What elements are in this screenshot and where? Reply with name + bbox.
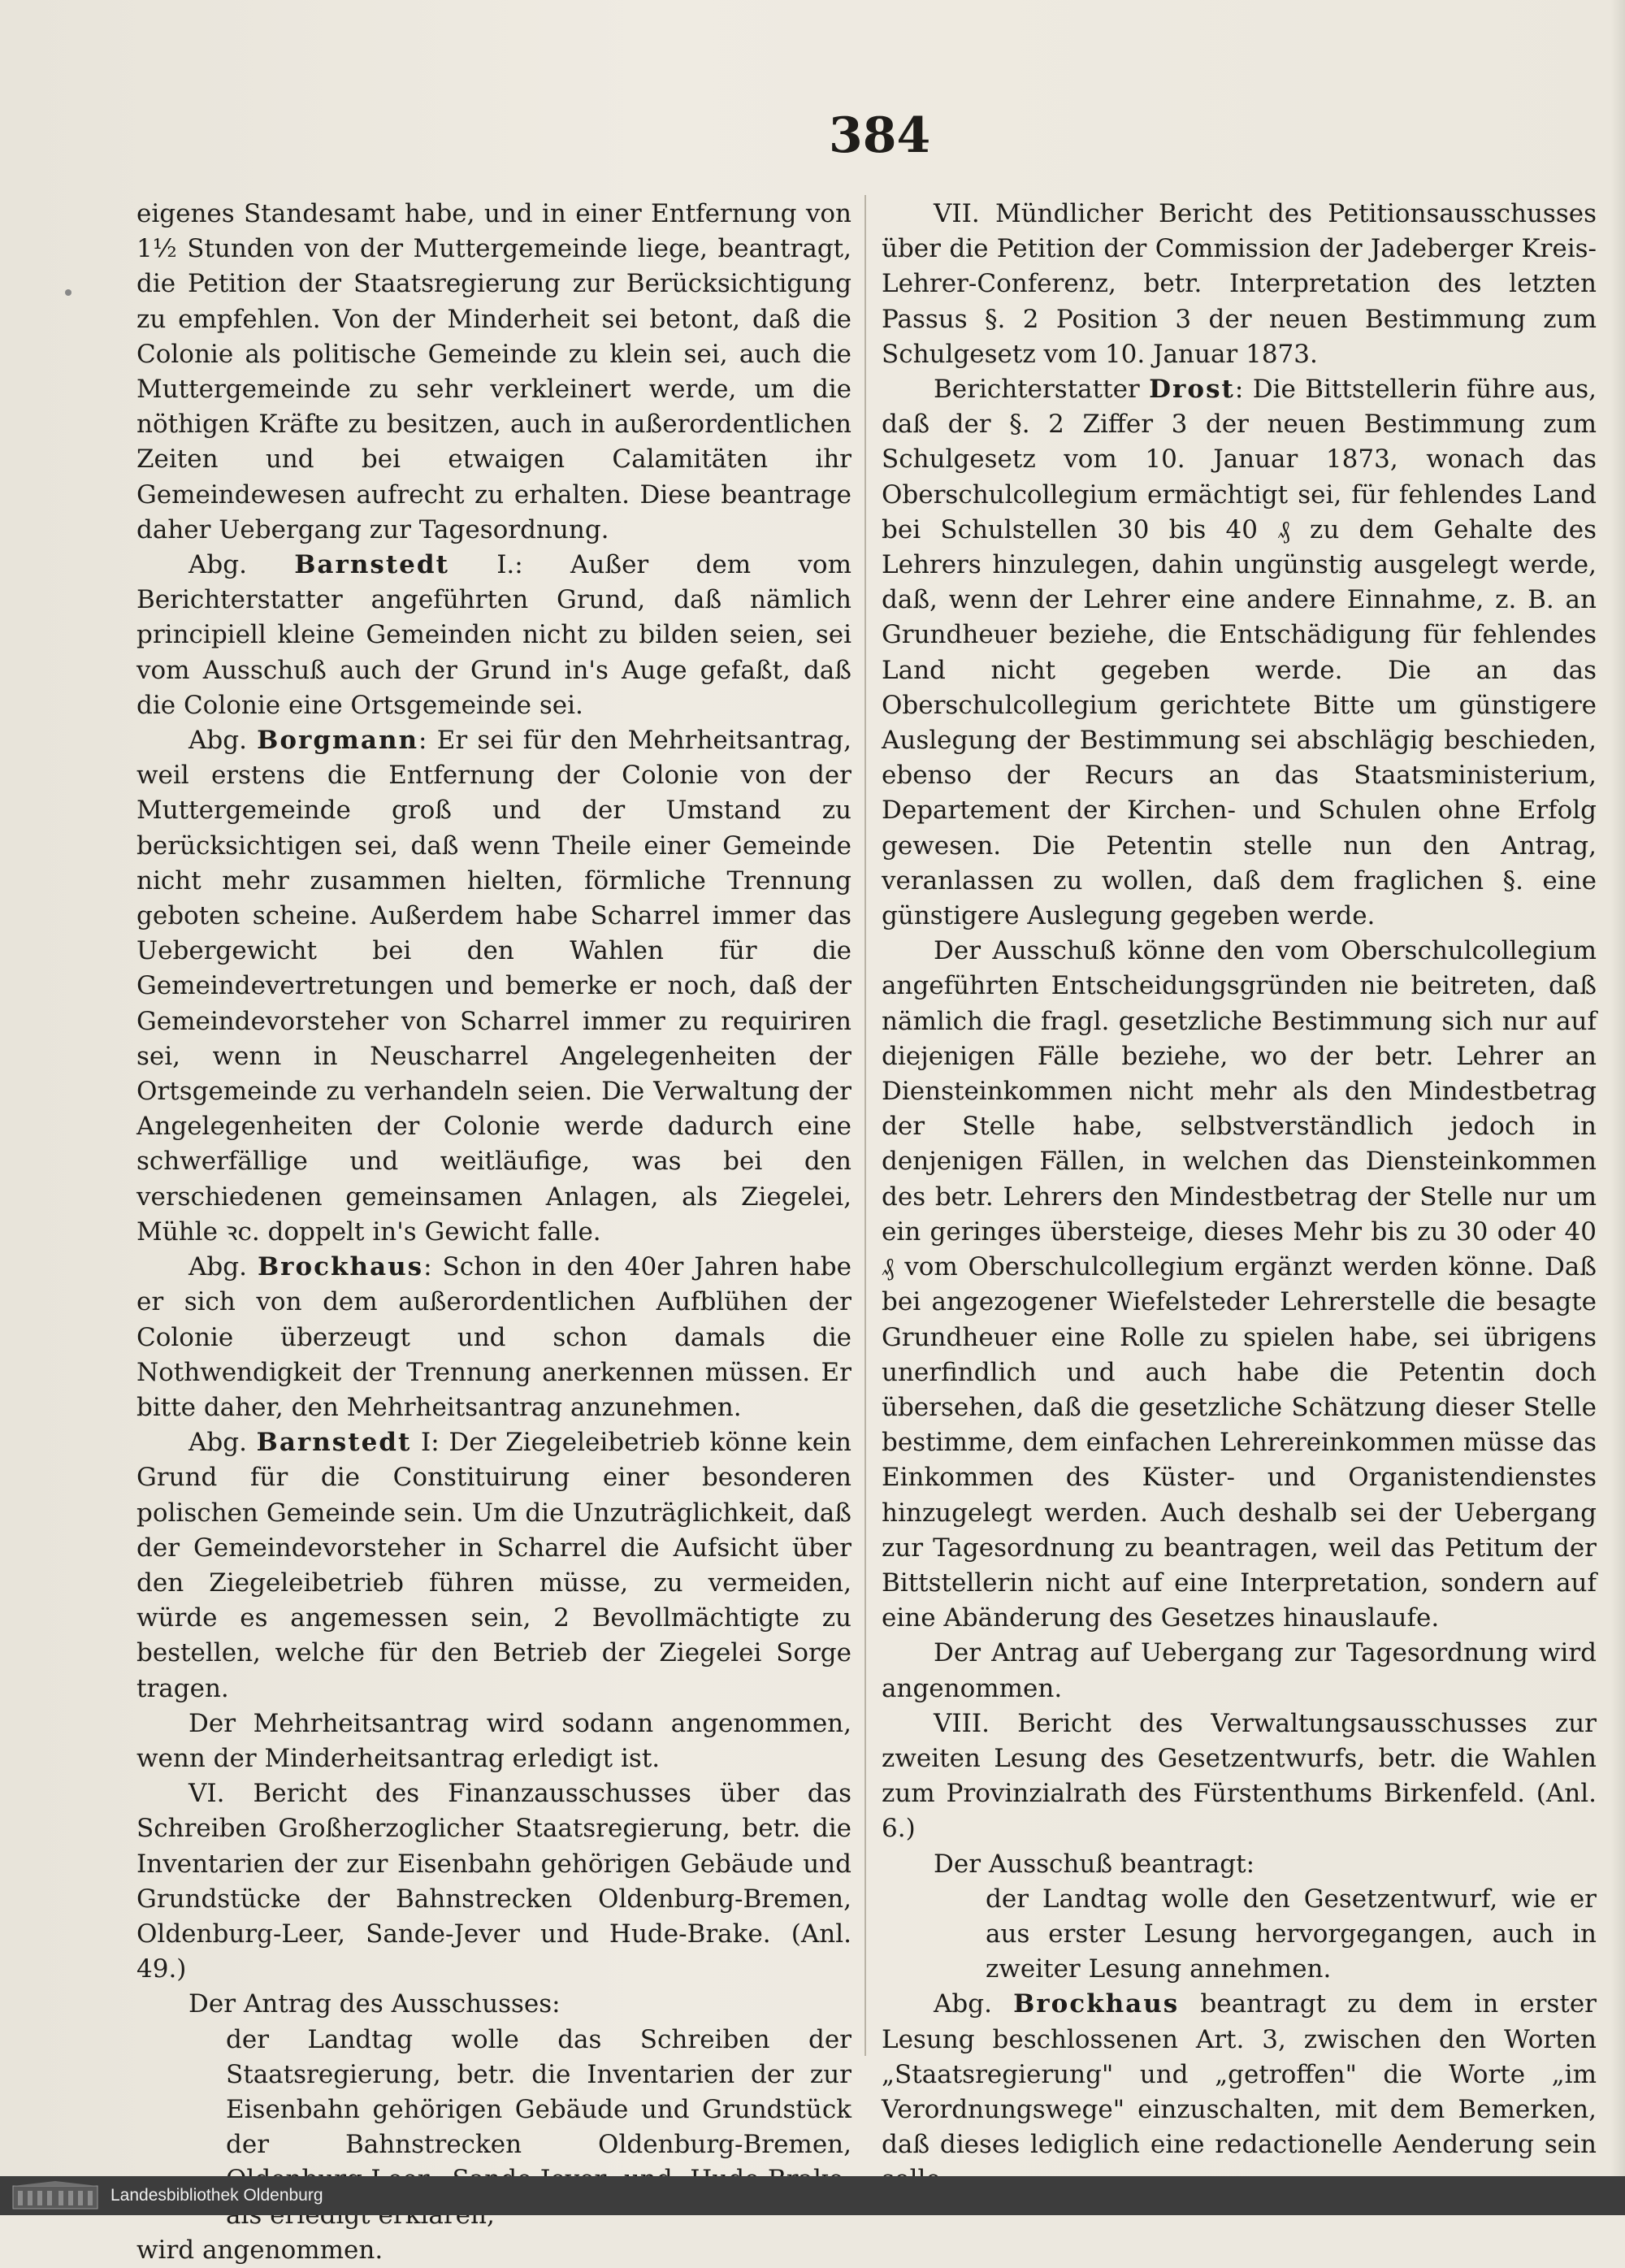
right-paragraph-8 xyxy=(882,1987,1597,2197)
speaker-prefix: Abg. xyxy=(188,1428,247,1458)
page-edge-shadow xyxy=(1610,0,1625,2176)
left-paragraph-6: Der Mehrheitsantrag wird sodann angenommen, wenn der Minderheitsantrag erledigt ist. xyxy=(136,1708,852,1773)
footer-bar xyxy=(0,2176,1625,2215)
speech-text: : Er sei für den Mehrheitsantrag, weil erstens die Entfernung der Colonie von der Muttergemeinde groß und der Umstand zu berücksichtigen sei, daß wenn Theile einer Gemeinde nicht mehr zusammen hielten, förmliche Trennung geboten scheine. Außerdem habe Scharrel immer das Uebergewicht bei den Wahlen für die Gemeindevertretungen und bemerke er noch, daß der Gemeindevorsteher von Scharrel immer zu requiriren sei, wenn in Neuscharrel Angelegenheiten der Ortsgemeinde zu verhandeln seien. Die Verwaltung der Angelegenheiten der Colonie werde dadurch eine schwerfällige und weitläufige, was bei den verschiedenen gemeinsamen Anlagen, als Ziegelei, Mühle ꝛc. doppelt in's Gewicht falle. xyxy=(136,726,852,1247)
page-number: 384 xyxy=(829,107,931,164)
right-section-vii-heading: VII. Mündlicher Bericht des Petitionsausschusses über die Petition der Commission der Jadeberger Kreis-Lehrer-Conferenz, betr. Interpretation des letzten Passus §. 2 Position 3 der neuen Bestimmung zum Schulgesetz vom 10. Januar 1873. xyxy=(882,199,1597,369)
right-motion-text: der Landtag wolle den Gesetzentwurf, wie er aus erster Lesung hervorgegangen, auch in zweiter Lesung annehmen. xyxy=(986,1884,1597,1984)
speaker-name: Borgmann xyxy=(257,726,419,756)
speech-text: beantragt zu dem in erster Lesung beschlossenen Art. 3, zwischen den Worten „Staatsregierung" und „getroffen" die Worte „im Verordnungswege" einzuschalten, mit dem Bemerken, daß dieses lediglich eine redactionelle Aenderung sein xyxy=(882,1989,1597,2160)
speaker-prefix: Berichterstatter xyxy=(934,375,1140,405)
speaker-prefix: Abg. xyxy=(188,550,247,580)
right-column xyxy=(882,197,1597,2198)
column-divider xyxy=(864,195,866,2056)
speech-text: I.: Außer dem vom Berichterstatter angeführten Grund, daß nämlich principiell kleine Gemeinden nicht zu bilden seien, sei vom Ausschuß auch der Grund in's Auge gefaßt, daß die Colonie eine Ortsgemeinde sei. xyxy=(136,550,852,720)
library-building-icon xyxy=(11,2181,99,2210)
left-paragraph-1: eigenes Standesamt habe, und in einer Entfernung von 1½ Stunden von der Muttergemeinde liege, beantragt, die Petition der Staatsregierung zur Berücksichtigung zu empfehlen. Von der Minderheit sei betont, daß die Colonie als politische Gemeinde zu klein sei, auch die Muttergemeinde zu sehr verkleinert werde, um die nöthigen Kräfte zu besitzen, auch in außerordentlichen Zeiten und bei etwaigen Calamitäten ihr Gemeindewesen aufrecht zu erhalten. Diese beantrage daher Uebergang zur Tagesordnung. xyxy=(136,199,852,544)
speech-text: I: Der Ziegeleibetrieb könne kein Grund für die Constituirung einer besonderen polischen Gemeinde sein. Um die Unzuträglichkeit, daß der Gemeindevorsteher in Scharrel die Aufsicht über den Ziegeleibetrieb führen müsse, zu vermeiden, würde es angemessen sein, 2 Bevollmächtigte zu bestellen, welche für den Betrieb der Ziegelei Sorge tragen. xyxy=(136,1428,852,1703)
speech-text: : Schon in den 40er Jahren habe er sich von dem außerordentlichen Aufblühen der Colonie überzeugt und schon damals die Nothwendigkeit der Trennung anerkennen müssen. Er bitte daher, den Mehrheitsantrag anzunehmen. xyxy=(136,1252,852,1422)
right-section-viii-heading: VIII. Bericht des Verwaltungsausschusses zur zweiten Lesung des Gesetzentwurfs, betr. die Wahlen zum Provinzialrath des Fürstenthums Birkenfeld. (Anl. 6.) xyxy=(882,1708,1597,1844)
right-paragraph-2 xyxy=(882,372,1597,934)
right-motion-intro: Der Ausschuß beantragt: xyxy=(934,1849,1255,1879)
left-motion-intro: Der Antrag des Ausschusses: xyxy=(188,1989,561,2019)
left-motion-result: wird angenommen. xyxy=(136,2235,384,2265)
speaker-prefix: Abg. xyxy=(188,726,247,756)
left-column xyxy=(136,197,852,2268)
speaker-name: Barnstedt xyxy=(256,1428,412,1458)
speaker-name: Brockhaus xyxy=(1013,1989,1180,2019)
right-paragraph-4: Der Antrag auf Uebergang zur Tagesordnung wird angenommen. xyxy=(882,1638,1597,1703)
speaker-prefix: Abg. xyxy=(934,1989,992,2019)
left-motion-text: der Landtag wolle das Schreiben der Staatsregierung, betr. die Inventarien der zur Eisenbahn gehörigen Gebäude und Grundstück der Bahnstrecken Oldenburg-Bremen, xyxy=(226,2024,852,2160)
left-section-vi-heading: VI. Bericht des Finanzausschusses über das Schreiben Großherzoglicher Staatsregierung, betr. die Inventarien der zur Eisenbahn gehörigen Gebäude und Grundstücke der Bahnstrecken Oldenburg-Bremen, Oldenburg-Leer, Sande-Jever und Hude-Brake. (Anl. 49.) xyxy=(136,1779,852,1984)
speaker-name: Brockhaus xyxy=(257,1252,424,1282)
margin-mark xyxy=(65,289,72,296)
left-paragraph-3 xyxy=(136,723,852,1250)
left-paragraph-5 xyxy=(136,1425,852,1706)
speaker-prefix: Abg. xyxy=(188,1252,247,1282)
left-paragraph-4 xyxy=(136,1250,852,1425)
speaker-name: Drost xyxy=(1149,375,1235,405)
speaker-name: Barnstedt xyxy=(294,550,449,580)
right-paragraph-3: Der Ausschuß könne den vom Oberschulcollegium angeführten Entscheidungsgründen nie beitreten, daß nämlich die fragl. gesetzliche Bestimmung sich nur auf diejenigen Fälle beziehe, wo der betr. Lehrer an Diensteinkommen nicht mehr als den Mindestbetrag der Stelle habe, selbstverständlich jedoch in denjenigen Fällen, in welchen das Diensteinkommen des betr. Lehrers den Mindestbetrag der Stelle nur um ein geringes übersteige, dieses Mehr bis zu 30 oder 40 ₰ vom Oberschulcollegium ergänzt werden könne. Daß bei angezogener Wiefelsteder Lehrerstelle die besagte Grundheuer eine Rolle zu spielen habe, sei übrigens unerfindlich und auch habe die Petentin doch übersehen, daß die gesetzliche Schätzung dieser Stelle bestimme, dem einfachen Lehrereinkommen müsse das Einkommen des Küster- und Organistendienstes hinzugelegt werden. Auch deshalb sei der Uebergang zur Tagesordnung zu beantragen, weil das Petitum der Bittstellerin nicht auf eine Interpretation, sondern auf eine Abänderung des Gesetzes hinauslaufe. xyxy=(882,936,1597,1633)
left-paragraph-2 xyxy=(136,548,852,723)
speech-text: : Die Bittstellerin führe aus, daß der §. 2 Ziffer 3 der neuen Bestimmung zum Schulgesetz vom 10. Januar 1873, wonach das Oberschulcollegium ermächtigt sei, für fehlendes Land bei Schulstellen 30 bis 40 ₰ zu dem Gehalte des Lehrers hinzulegen, dahin ungünstig ausgelegt werde, daß, wenn der Lehrer eine andere Einnahme, z. B. an Grundheuer beziehe, die Entschädigung für fehlendes Land nicht gegeben werde. Die an das Oberschulcollegium gerichtete Bitte um günstigere Auslegung der Bestimmung sei abschlägig beschieden, ebenso der Recurs an das Staatsministerium, Departement der Kirchen- und Schulen ohne Erfolg gewesen. Die Petentin stelle nun den Antrag, veranlassen zu wollen, daß dem fraglichen §. eine günstigere Auslegung gegeben werde. xyxy=(882,375,1597,931)
library-name[interactable]: Landesbibliothek Oldenburg xyxy=(110,2186,323,2205)
